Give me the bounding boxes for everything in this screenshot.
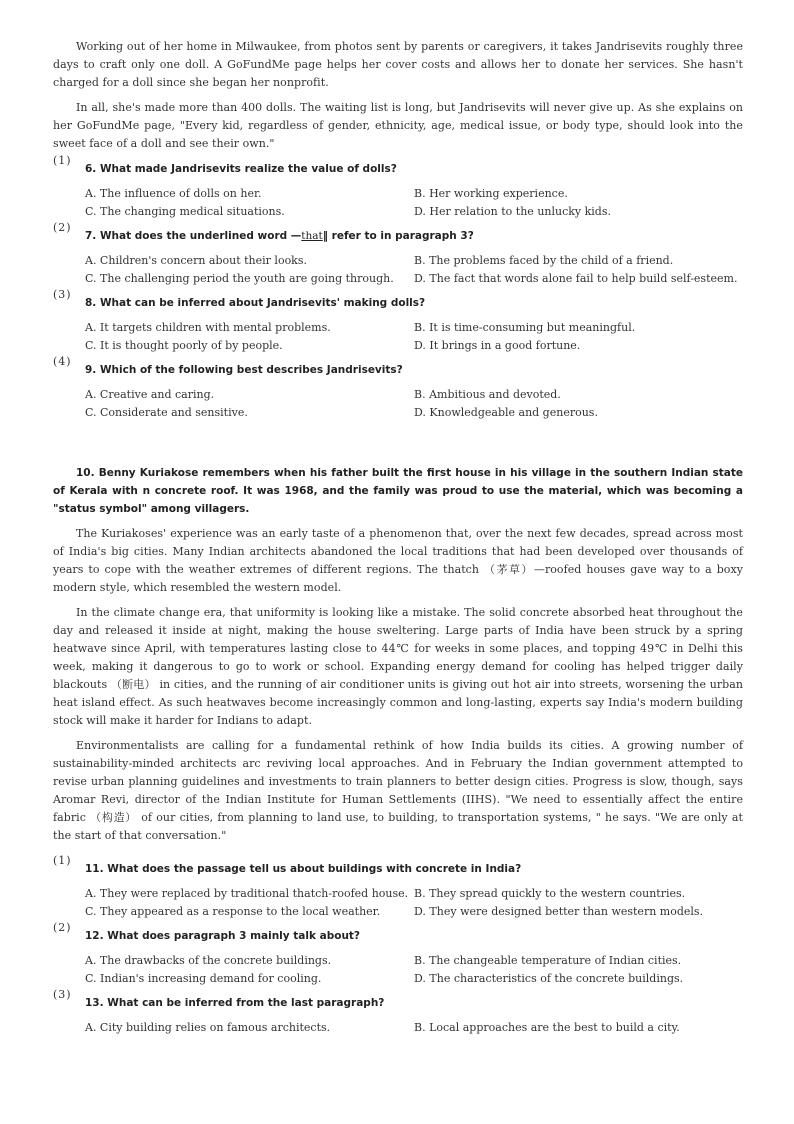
underlined-word: that: [301, 230, 323, 242]
option-a[interactable]: A. City building relies on famous architects.: [85, 1021, 331, 1034]
option-b[interactable]: B. The changeable temperature of Indian cities.: [414, 954, 682, 967]
worksheet-page: [53, 38, 743, 1043]
question-block: [53, 288, 743, 312]
question-text: 9. Which of the following best describes Jandrisevits?: [85, 364, 403, 376]
question-text: 12. What does paragraph 3 mainly talk about?: [85, 930, 361, 942]
option-a[interactable]: A. The drawbacks of the concrete buildings.: [85, 954, 332, 967]
option-a[interactable]: A. It targets children with mental problems.: [85, 321, 331, 334]
spacer: [53, 852, 743, 860]
option-c[interactable]: C. The changing medical situations.: [85, 205, 285, 218]
options-grid: [85, 319, 743, 355]
option-a[interactable]: A. Creative and caring.: [85, 388, 215, 401]
options-grid: [85, 185, 743, 221]
question-block: [53, 988, 743, 1012]
option-a[interactable]: A. Children's concern about their looks.: [85, 254, 307, 267]
question-text: 8. What can be inferred about Jandrisevits' making dolls?: [85, 297, 426, 309]
options-grid: [85, 1019, 743, 1037]
options-grid: [85, 386, 743, 422]
question-number: (4): [53, 355, 72, 368]
option-d[interactable]: D. It brings in a good fortune.: [414, 339, 581, 352]
option-c[interactable]: C. Considerate and sensitive.: [85, 406, 248, 419]
option-b[interactable]: B. It is time-consuming but meaningful.: [414, 321, 636, 334]
option-c[interactable]: C. It is thought poorly of by people.: [85, 339, 283, 352]
question-block: [53, 154, 743, 178]
option-d[interactable]: D. The fact that words alone fail to help build self-esteem.: [414, 272, 738, 285]
question-block: [53, 921, 743, 945]
question-text: 11. What does the passage tell us about buildings with concrete in India?: [85, 863, 522, 875]
option-b[interactable]: B. Her working experience.: [414, 187, 568, 200]
question-text: [85, 227, 743, 245]
option-d[interactable]: D. Her relation to the unlucky kids.: [414, 205, 611, 218]
question-text: 13. What can be inferred from the last paragraph?: [85, 997, 385, 1009]
question-text-after: ‖ refer to in paragraph 3?: [322, 230, 474, 242]
passage1-paragraph: In all, she's made more than 400 dolls. The waiting list is long, but Jandrisevits will never give up. As she explains on her GoFundMe page, "Every kid, regardless of gender, ethnicity, age, medical issue, or body type, should look into the sweet face of a doll and see their own.": [53, 101, 743, 150]
options-grid: [85, 885, 743, 921]
option-a[interactable]: A. They were replaced by traditional thatch-roofed house.: [85, 887, 409, 900]
question-number: (1): [53, 154, 72, 167]
option-c[interactable]: C. Indian's increasing demand for cooling.: [85, 972, 322, 985]
question-text-before: 7. What does the underlined word —: [85, 230, 302, 242]
passage2-intro: 10. Benny Kuriakose remembers when his father built the first house in his village in the southern Indian state of Kerala with n concrete roof. It was 1968, and the family was proud to use the material, which was becoming a "status symbol" among villagers.: [53, 467, 743, 515]
passage2-paragraph: Environmentalists are calling for a fundamental rethink of how India builds its cities. A growing number of sustainability-minded architects arc reviving local approaches. And in February the Indian government attempted to revise urban planning guidelines and investments to train planners to better design cities. Progress is slow, though, says Aromar Revi, director of the Indian Institute for Human Settlements (IIHS). "We need to essentially affect the entire fabric （构造） of our cities, from planning to land use, to building, to transportation systems, " he says. "We are only at the start of that conversation.": [53, 739, 743, 842]
option-b[interactable]: B. They spread quickly to the western countries.: [414, 887, 686, 900]
option-d[interactable]: D. They were designed better than western models.: [414, 905, 704, 918]
question-block: [53, 355, 743, 379]
option-b[interactable]: B. Ambitious and devoted.: [414, 388, 561, 401]
options-grid: [85, 952, 743, 988]
question-number: (3): [53, 988, 72, 1001]
passage2-paragraph: The Kuriakoses' experience was an early taste of a phenomenon that, over the next few decades, spread across most of India's big cities. Many Indian architects abandoned the local traditions that had been developed over thousands of years to cope with the weather extremes of different regions. The thatch （茅草）—roofed houses gave way to a boxy modern style, which resembled the western model.: [53, 527, 743, 594]
options-grid: [85, 252, 743, 288]
question-number: (2): [53, 221, 72, 234]
question-block: [53, 221, 743, 245]
question-number: (2): [53, 921, 72, 934]
option-d[interactable]: D. The characteristics of the concrete buildings.: [414, 972, 684, 985]
option-c[interactable]: C. They appeared as a response to the local weather.: [85, 905, 381, 918]
option-b[interactable]: B. The problems faced by the child of a friend.: [414, 254, 674, 267]
section-gap: [53, 428, 743, 464]
question-text: 6. What made Jandrisevits realize the value of dolls?: [85, 163, 397, 175]
option-b[interactable]: B. Local approaches are the best to build a city.: [414, 1021, 680, 1034]
passage1-paragraph: Working out of her home in Milwaukee, from photos sent by parents or caregivers, it takes Jandrisevits roughly three days to craft only one doll. A GoFundMe page helps her cover costs and allows her to donate her services. She hasn't charged for a doll since she began her nonprofit.: [53, 40, 743, 89]
option-a[interactable]: A. The influence of dolls on her.: [85, 187, 262, 200]
option-c[interactable]: C. The challenging period the youth are going through.: [85, 272, 394, 285]
question-block: [53, 854, 743, 878]
option-d[interactable]: D. Knowledgeable and generous.: [414, 406, 598, 419]
passage2-paragraph: In the climate change era, that uniformity is looking like a mistake. The solid concrete absorbed heat throughout the day and released it inside at night, making the house sweltering. Large parts of India have been struck by a spring heatwave since April, with temperatures lasting close to 44℃ for weeks in some places, and topping 49℃ in Delhi this week, making it dangerous to go to work or school. Expanding energy demand for cooling has helped trigger daily blackouts （断电） in cities, and the running of air conditioner units is giving out hot air into streets, worsening the urban heat island effect. As such heatwaves become increasingly common and long-lasting, experts say India's modern building stock will make it harder for Indians to adapt.: [53, 606, 743, 727]
question-number: (3): [53, 288, 72, 301]
question-number: (1): [53, 854, 72, 867]
